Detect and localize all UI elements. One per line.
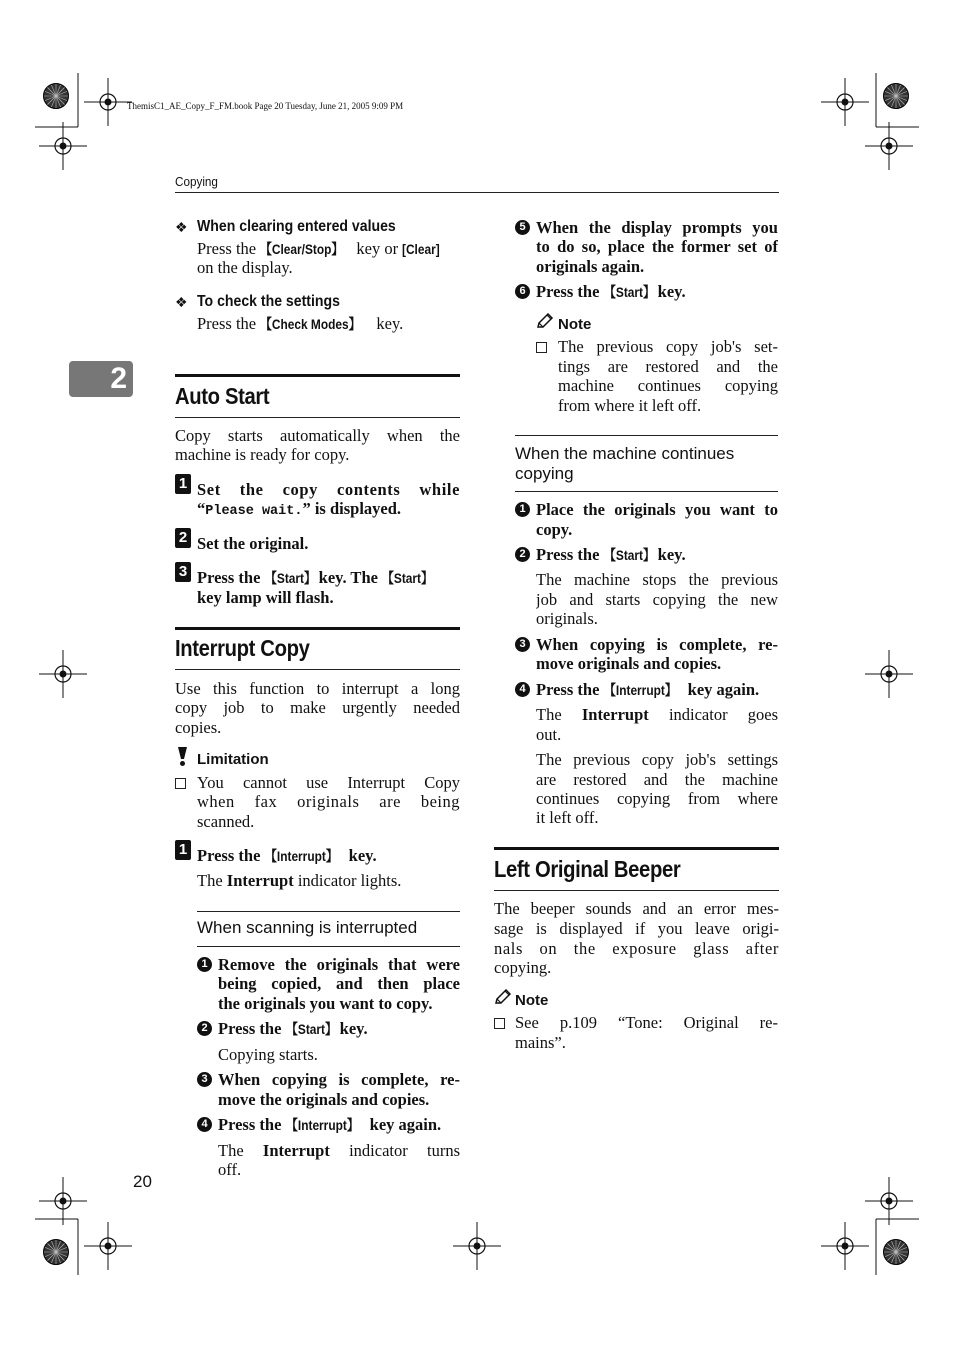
cont-step-2-res1: The machine stops the previous <box>536 570 778 589</box>
running-head: Copying <box>175 174 218 189</box>
note-pencil-icon <box>536 313 554 334</box>
heading-rule-top <box>175 374 460 377</box>
beeper-line1: The beeper sounds and an error mes- <box>494 899 779 918</box>
note1-line2: tings are restored and the <box>558 357 778 376</box>
subheading-rule-bottom <box>515 491 778 492</box>
scan-step-3-line2: move the originals and copies. <box>218 1090 430 1109</box>
clear-text-line2: on the display. <box>197 258 293 277</box>
checkbox-icon <box>536 342 547 353</box>
interrupt-step-1-result: The Interrupt indicator lights. <box>197 871 402 890</box>
limitation-label: Limitation <box>197 751 269 768</box>
cont-step-4-res2-line3: continues copying from where <box>536 789 778 808</box>
subheading-rule-top <box>197 911 460 912</box>
subheading-rule-bottom <box>197 946 460 947</box>
step-3-marker: 3 <box>175 562 191 582</box>
note1-line1: The previous copy job's set- <box>558 337 778 356</box>
auto-step-2: Set the original. <box>197 534 309 553</box>
interrupt-copy-heading: Interrupt Copy <box>175 635 310 661</box>
scan-step-4-result: The Interrupt indicator turns <box>218 1141 460 1160</box>
note1-line4: from where it left off. <box>558 396 702 415</box>
cont-step-4-res: The Interrupt indicator goes <box>536 705 778 724</box>
cont-step-3-line1: When copying is complete, re- <box>536 635 778 654</box>
substep-4-marker: 4 <box>197 1117 212 1132</box>
limitation-line2: when fax originals are being <box>197 792 460 811</box>
beeper-line2: sage is displayed if you leave origi- <box>494 919 779 938</box>
interrupt-intro-2: copy job to make urgently needed <box>175 698 460 717</box>
scan-step-2: Press the 【Start】 key. <box>218 1019 368 1038</box>
interrupt-step-1: Press the 【Interrupt】 key. <box>197 846 377 865</box>
machine-continues-heading-1: When the machine continues <box>515 444 735 463</box>
cont-step-4-res2-line2: are restored and the machine <box>536 770 778 789</box>
note-label: Note <box>558 316 592 333</box>
check-modes-key: 【Check Modes】 <box>260 316 361 332</box>
substep-3-marker: 3 <box>515 637 530 652</box>
dotted-separator <box>180 348 460 354</box>
substep-2-marker: 2 <box>515 547 530 562</box>
page-number: 20 <box>133 1172 152 1191</box>
start-key: 【Start】 <box>603 547 655 563</box>
heading-rule-bottom <box>175 669 460 670</box>
cont-step-3-line2: move originals and copies. <box>536 654 722 673</box>
beeper-line4: copying. <box>494 958 552 977</box>
auto-start-heading: Auto Start <box>175 383 270 409</box>
substep-1-marker: 1 <box>515 502 530 517</box>
step-5-line2: to do so, place the former set of <box>536 237 778 256</box>
interrupt-key: 【Interrupt】 <box>264 848 338 864</box>
file-info: ThemisC1_AE_Copy_F_FM.book Page 20 Tuesday, June 21, 2005 9:09 PM <box>127 101 404 111</box>
substep-2-marker: 2 <box>197 1021 212 1036</box>
step-1-marker: 1 <box>175 840 191 860</box>
clear-title: When clearing entered values <box>197 218 396 235</box>
heading-rule-top <box>494 847 779 850</box>
header-rule <box>175 192 779 193</box>
start-key: 【Start】 <box>603 284 655 300</box>
cont-step-1-line2: copy. <box>536 520 573 539</box>
step-6: Press the 【Start】 key. <box>536 282 686 301</box>
check-title: To check the settings <box>197 293 340 310</box>
please-wait-message: Please wait. <box>205 504 303 519</box>
scan-step-4: Press the 【Interrupt】 key again. <box>218 1115 442 1134</box>
cont-step-4-res-line2: out. <box>536 725 562 744</box>
auto-step-3-line1: Press the 【Start】 key. The 【Start】 <box>197 568 433 587</box>
chapter-tab <box>69 361 133 397</box>
step-5-line3: originals again. <box>536 257 645 276</box>
note-label: Note <box>515 992 549 1009</box>
start-key: 【Start】 <box>285 1021 337 1037</box>
substep-3-marker: 3 <box>197 1072 212 1087</box>
scan-step-1-line1: Remove the originals that were <box>218 955 460 974</box>
step-6-marker: 6 <box>515 284 530 299</box>
check-text: Press the 【Check Modes】 key. <box>197 314 404 333</box>
scan-step-4-result-line2: off. <box>218 1160 242 1179</box>
scan-step-2-result: Copying starts. <box>218 1045 318 1064</box>
subheading-rule-top <box>515 435 778 436</box>
limitation-icon <box>177 747 188 767</box>
left-original-beeper-heading: Left Original Beeper <box>494 856 681 882</box>
step-5-marker: 5 <box>515 220 530 235</box>
step-5-line1: When the display prompts you <box>536 218 778 237</box>
step-1-marker: 1 <box>175 474 191 494</box>
auto-step-3-line2: key lamp will flash. <box>197 588 334 607</box>
auto-start-intro: Copy starts automatically when the <box>175 426 460 445</box>
scan-step-3-line1: When copying is complete, re- <box>218 1070 460 1089</box>
cont-step-4-res2-line1: The previous copy job's settings <box>536 750 778 769</box>
diamond-bullet-icon: ❖ <box>175 219 188 235</box>
scanning-interrupted-heading: When scanning is interrupted <box>197 918 418 937</box>
start-key: 【Start】 <box>264 570 316 586</box>
limitation-line1: You cannot use Interrupt Copy <box>197 773 460 792</box>
scan-step-1-line2: being copied, and then place <box>218 974 460 993</box>
heading-rule-top <box>175 627 460 630</box>
chapter-number: 2 <box>110 362 127 395</box>
step-2-marker: 2 <box>175 528 191 548</box>
auto-start-intro-2: machine is ready for copy. <box>175 445 350 464</box>
start-key: 【Start】 <box>382 570 433 586</box>
beeper-line3: nals on the exposure glass after <box>494 939 779 958</box>
note-pencil-icon <box>494 989 512 1010</box>
checkbox-icon <box>175 778 186 789</box>
clear-stop-key: 【Clear/Stop】 <box>260 241 344 257</box>
cont-step-4-res2-line4: it left off. <box>536 808 599 827</box>
cont-step-2-res2: job and starts copying the new <box>536 590 778 609</box>
checkbox-icon <box>494 1018 505 1029</box>
note2-line1: See p.109 “Tone: Original re- <box>515 1013 778 1032</box>
note1-line3: machine continues copying <box>558 376 778 395</box>
diamond-bullet-icon: ❖ <box>175 294 188 310</box>
substep-1-marker: 1 <box>197 957 212 972</box>
cont-step-2-res3: originals. <box>536 609 598 628</box>
scan-step-1-line3: the originals you want to copy. <box>218 994 433 1013</box>
clear-key: [Clear] <box>402 241 440 257</box>
interrupt-key: 【Interrupt】 <box>603 682 677 698</box>
machine-continues-heading-2: copying <box>515 464 574 483</box>
substep-4-marker: 4 <box>515 682 530 697</box>
cont-step-1-line1: Place the originals you want to <box>536 500 778 519</box>
clear-text: Press the 【Clear/Stop】 key or [Clear] <box>197 239 440 258</box>
cont-step-2: Press the 【Start】 key. <box>536 545 686 564</box>
limitation-line3: scanned. <box>197 812 255 831</box>
cont-step-4: Press the 【Interrupt】 key again. <box>536 680 760 699</box>
auto-step-1-line1: Set the copy contents while <box>197 480 460 499</box>
heading-rule-bottom <box>494 890 779 891</box>
interrupt-intro-1: Use this function to interrupt a long <box>175 679 460 698</box>
interrupt-key: 【Interrupt】 <box>285 1117 359 1133</box>
heading-rule-bottom <box>175 417 460 418</box>
auto-step-1-line2: “Please wait.” is displayed. <box>197 499 402 519</box>
interrupt-intro-3: copies. <box>175 718 222 737</box>
note2-line2: mains”. <box>515 1033 566 1052</box>
